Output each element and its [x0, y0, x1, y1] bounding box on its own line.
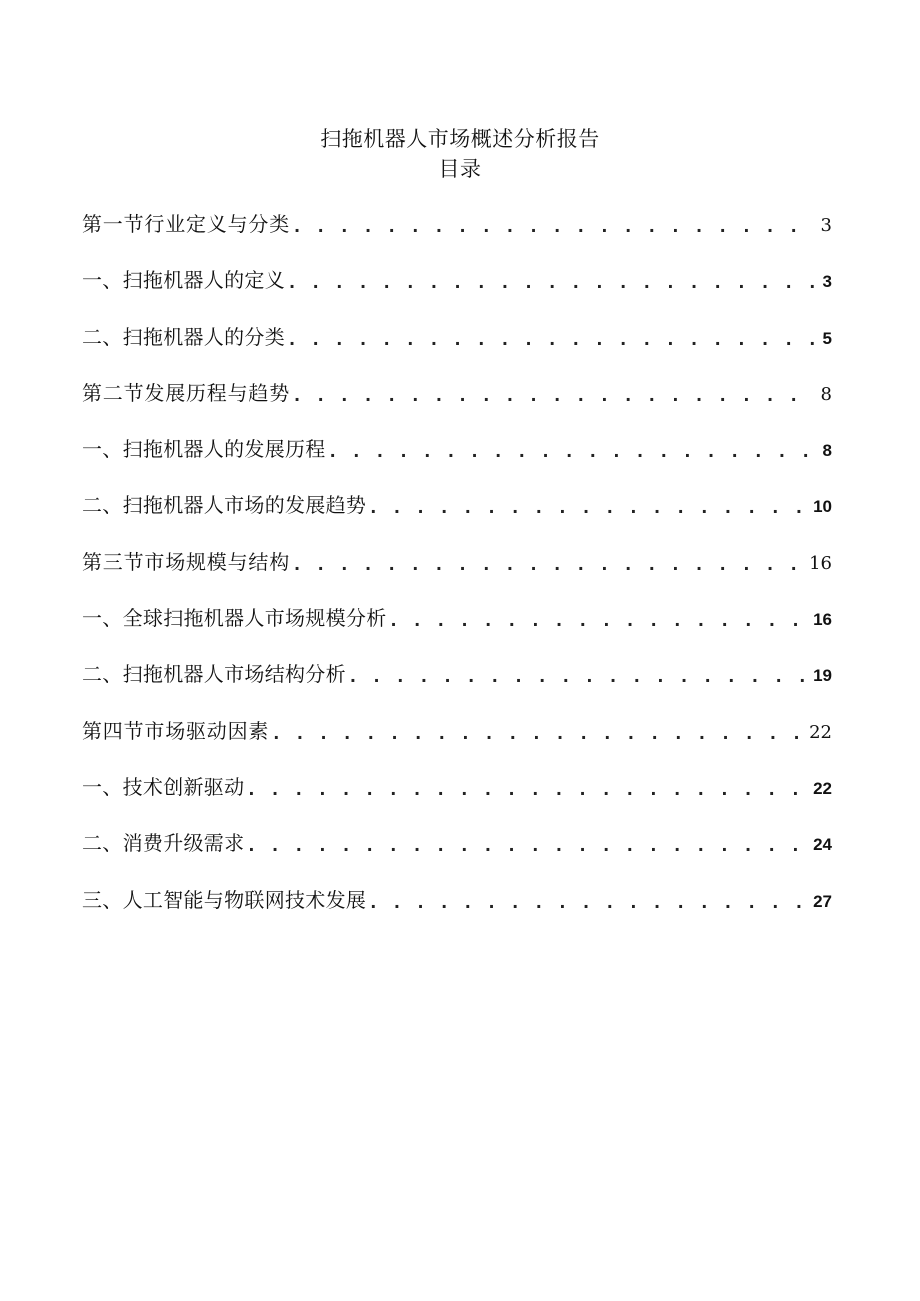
toc-entry[interactable] — [82, 379, 832, 407]
toc-entry-label: 一、技术创新驱动 — [82, 774, 245, 799]
toc-leader-dots — [391, 607, 808, 635]
toc-entry-label: 第三节市场规模与结构 — [82, 549, 290, 574]
toc-entry-page: 3 — [822, 272, 832, 292]
toc-leader-dots — [294, 551, 803, 579]
toc-entry-page: 24 — [813, 835, 832, 855]
toc-entry-label: 二、扫拖机器人的分类 — [82, 324, 285, 349]
toc-heading: 目录 — [438, 157, 482, 181]
toc-entry-page: 3 — [820, 215, 832, 236]
toc-entry-page: 27 — [813, 891, 832, 911]
toc-entry-label: 二、扫拖机器人市场的发展趋势 — [82, 493, 367, 518]
toc-entry-page: 16 — [813, 610, 832, 630]
toc-entry[interactable] — [82, 548, 832, 576]
toc-entry[interactable] — [82, 323, 832, 351]
toc-entry-label: 一、全球扫拖机器人市场规模分析 — [82, 606, 387, 631]
toc-entry[interactable] — [82, 491, 832, 519]
toc-leader-dots — [370, 494, 807, 522]
toc-entry[interactable] — [82, 886, 832, 914]
toc-entry-label: 一、扫拖机器人的发展历程 — [82, 437, 326, 462]
toc-entry[interactable] — [82, 604, 832, 632]
toc-entry-page: 8 — [820, 383, 832, 405]
toc-entry-page: 16 — [809, 552, 832, 574]
toc-entry-label: 第一节行业定义与分类 — [82, 212, 290, 236]
toc-entry[interactable] — [82, 266, 832, 294]
toc-entry-label: 二、消费升级需求 — [82, 831, 245, 856]
toc-leader-dots — [294, 382, 815, 410]
document-title: 扫拖机器人市场概述分析报告 — [320, 127, 600, 151]
toc-entry-page: 22 — [809, 721, 832, 743]
toc-entry-label: 一、扫拖机器人的定义 — [82, 268, 285, 293]
toc-leader-dots — [289, 326, 817, 354]
toc-entry[interactable] — [82, 829, 832, 857]
toc-entry-page: 8 — [822, 441, 832, 461]
toc-leader-dots — [248, 832, 807, 860]
toc-entry[interactable] — [82, 435, 832, 463]
toc-leader-dots — [350, 663, 807, 691]
toc-entry-label: 三、人工智能与物联网技术发展 — [82, 887, 367, 912]
toc-entry[interactable] — [82, 773, 832, 801]
toc-entry-page: 22 — [813, 778, 832, 798]
toc-entry-label: 二、扫拖机器人市场结构分析 — [82, 662, 346, 687]
toc-leader-dots — [294, 213, 815, 241]
toc-leader-dots — [289, 269, 817, 297]
toc-entry[interactable] — [82, 210, 832, 238]
toc-leader-dots — [330, 438, 817, 466]
toc-entry[interactable] — [82, 717, 832, 745]
table-of-contents — [82, 210, 832, 942]
toc-entry-label: 第四节市场驱动因素 — [82, 718, 270, 743]
toc-leader-dots — [370, 889, 807, 917]
toc-entry-label: 第二节发展历程与趋势 — [82, 380, 290, 405]
toc-entry-page: 5 — [822, 328, 832, 348]
toc-leader-dots — [248, 776, 807, 804]
toc-entry-page: 19 — [813, 666, 832, 686]
toc-leader-dots — [273, 720, 803, 748]
toc-entry[interactable] — [82, 660, 832, 688]
toc-entry-page: 10 — [813, 497, 832, 517]
